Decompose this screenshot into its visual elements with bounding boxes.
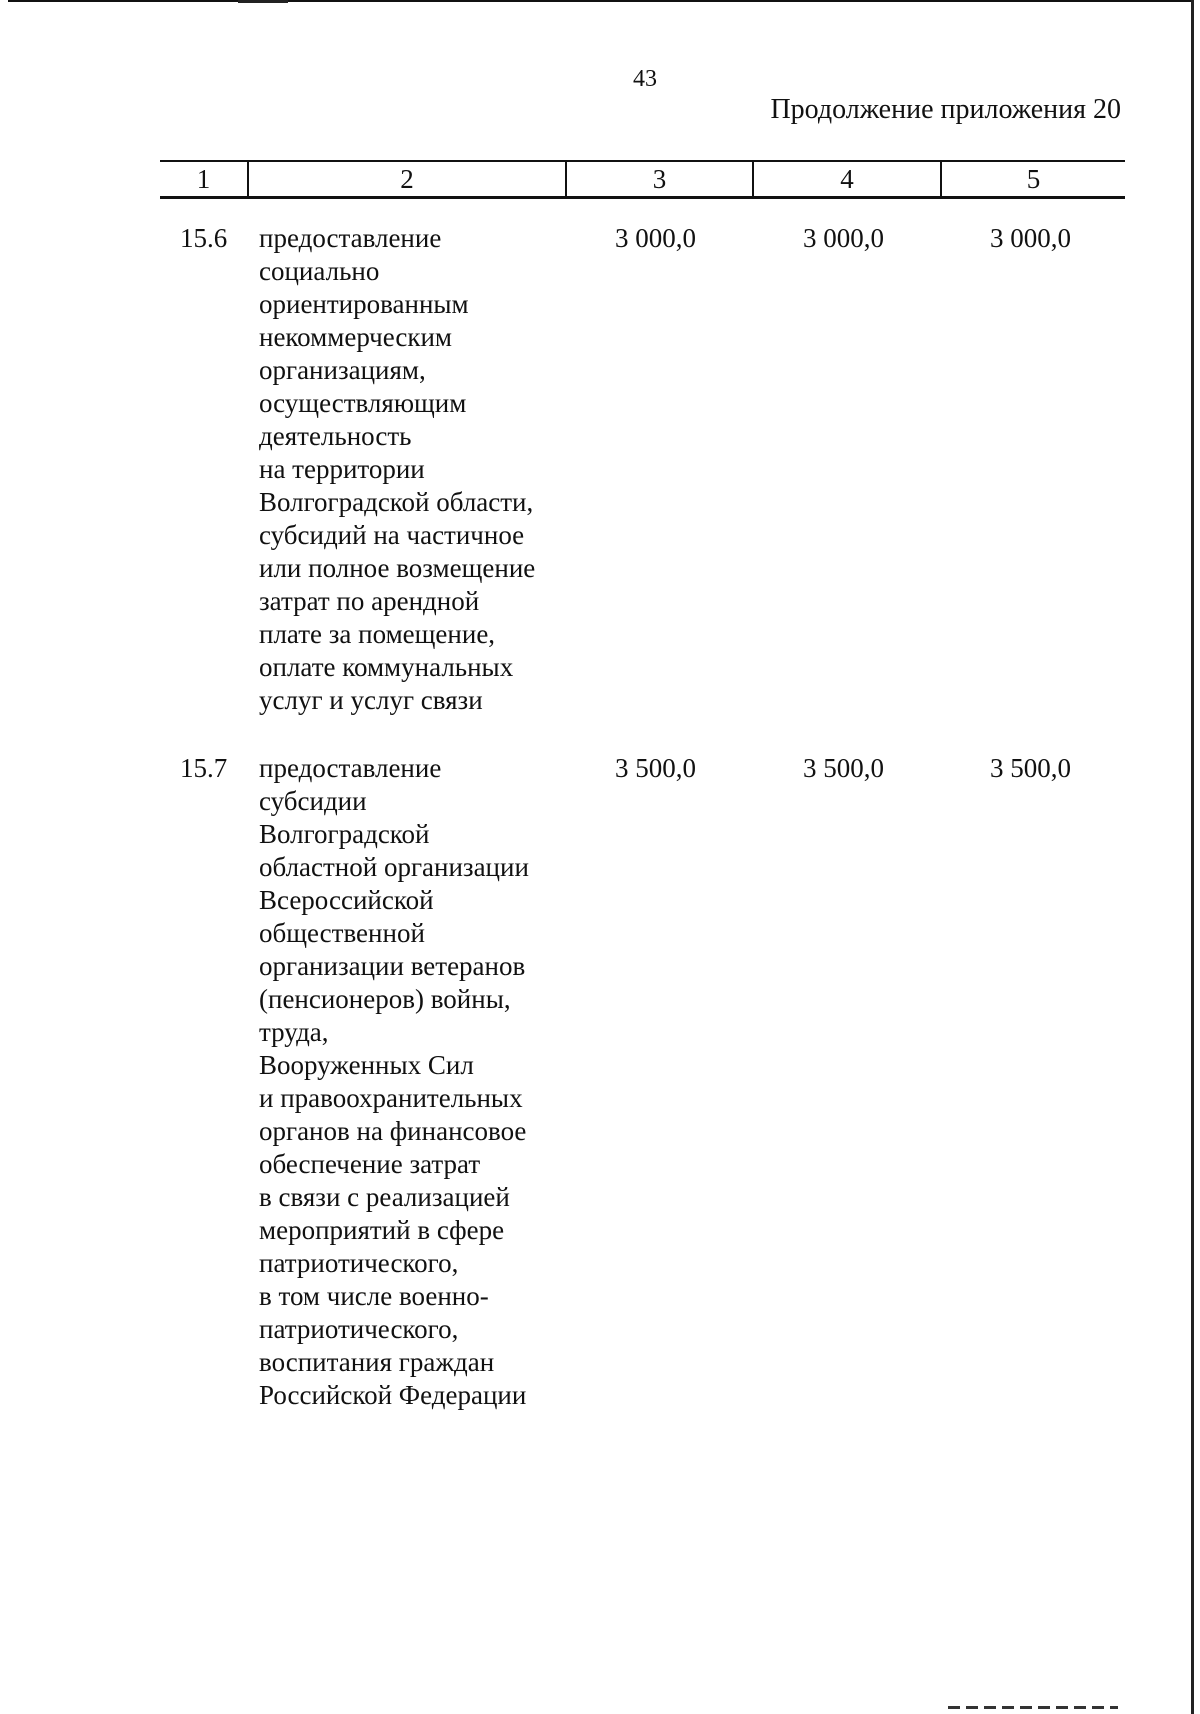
value-col-4: 3 500,0	[803, 753, 884, 783]
description-line: на территории	[259, 454, 425, 484]
description-line: предоставление	[259, 223, 442, 253]
description-line: в том числе военно-	[259, 1281, 489, 1311]
description-line: ориентированным	[259, 289, 469, 319]
value-col-5: 3 500,0	[990, 753, 1071, 783]
value-col-5: 3 000,0	[990, 223, 1071, 253]
value-col-4: 3 000,0	[803, 223, 884, 253]
description-line: субсидий на частичное	[259, 520, 525, 550]
row-description	[259, 752, 589, 1412]
column-header-1: 1	[196, 163, 211, 194]
scan-artifact	[238, 0, 288, 3]
column-header-5: 5	[940, 162, 1125, 196]
description-line: субсидии	[259, 786, 367, 816]
description-line: социально	[259, 256, 380, 286]
description-line: мероприятий в сфере	[259, 1215, 505, 1245]
description-line: общественной	[259, 918, 425, 948]
description-line: организациям,	[259, 355, 426, 385]
description-line: патриотического,	[259, 1314, 459, 1344]
description-line: плате за помещение,	[259, 619, 496, 649]
description-line: областной организации	[259, 852, 529, 882]
description-line: оплате коммунальных	[259, 652, 514, 682]
column-header-3: 3	[565, 162, 752, 196]
description-line: услуг и услуг связи	[259, 685, 483, 715]
row-number: 15.7	[180, 753, 228, 783]
description-line: организации ветеранов	[259, 951, 526, 981]
row-number: 15.6	[180, 223, 228, 253]
scan-right-edge	[1191, 0, 1194, 1714]
description-line: Вооруженных Сил	[259, 1050, 474, 1080]
column-header-4: 4	[752, 162, 940, 196]
description-line: и правоохранительных	[259, 1083, 523, 1113]
description-line: органов на финансовое	[259, 1116, 527, 1146]
description-line: деятельность	[259, 421, 412, 451]
description-line: Российской Федерации	[259, 1380, 527, 1410]
description-line: или полное возмещение	[259, 553, 536, 583]
description-line: Всероссийской	[259, 885, 434, 915]
description-line: Волгоградской области,	[259, 487, 534, 517]
row-description	[259, 222, 589, 717]
page-number: 43	[633, 66, 657, 92]
scan-artifact	[948, 1706, 1118, 1709]
value-col-3: 3 000,0	[615, 223, 696, 253]
description-line: в связи с реализацией	[259, 1182, 510, 1212]
value-col-3: 3 500,0	[615, 753, 696, 783]
description-line: патриотического,	[259, 1248, 459, 1278]
scan-top-edge	[8, 0, 1194, 2]
table-header-row	[160, 160, 1125, 199]
appendix-title: Продолжение приложения 20	[770, 94, 1121, 125]
column-header-2: 2	[247, 162, 565, 196]
description-line: (пенсионеров) войны,	[259, 984, 511, 1014]
description-line: осуществляющим	[259, 388, 467, 418]
description-line: Волгоградской	[259, 819, 430, 849]
description-line: труда,	[259, 1017, 329, 1047]
description-line: обеспечение затрат	[259, 1149, 481, 1179]
description-line: некоммерческим	[259, 322, 453, 352]
description-line: затрат по арендной	[259, 586, 480, 616]
description-line: предоставление	[259, 753, 442, 783]
description-line: воспитания граждан	[259, 1347, 495, 1377]
